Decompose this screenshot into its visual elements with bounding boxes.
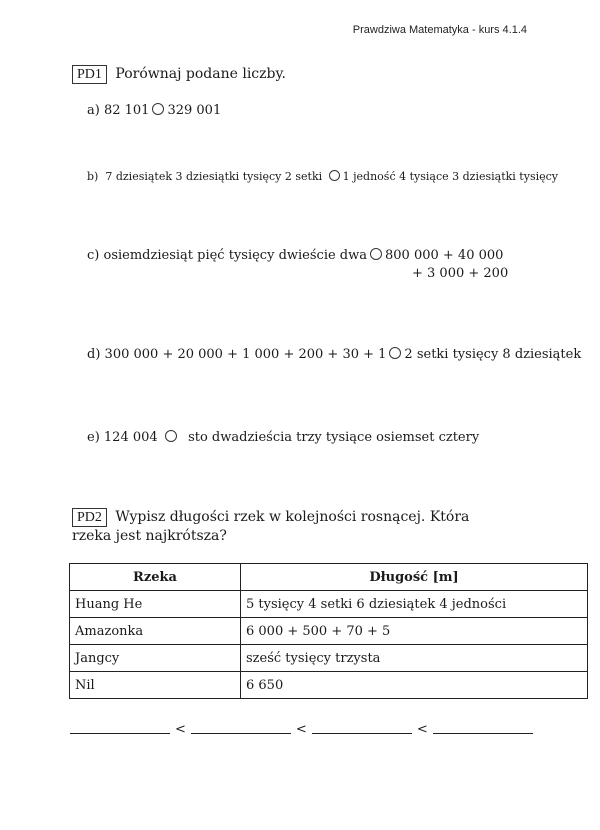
less-than-sign: < (175, 722, 186, 737)
answer-blank[interactable] (433, 722, 533, 734)
river-length: 6 000 + 500 + 70 + 5 (241, 618, 588, 645)
right-value: 2 setki tysięcy 8 dziesiątek (404, 347, 582, 362)
item-label: b) (87, 170, 99, 183)
item-label: e) (87, 430, 100, 445)
river-length: 5 tysięcy 4 setki 6 dziesiątek 4 jedności (241, 591, 588, 618)
table-row (70, 645, 588, 672)
exercise-c (87, 248, 503, 263)
item-label: a) (87, 103, 100, 118)
table-row (70, 591, 588, 618)
answer-blank[interactable] (70, 722, 170, 734)
river-name: Nil (70, 672, 241, 699)
item-label: d) (87, 347, 101, 362)
item-label: c) (87, 248, 100, 263)
exercise-c-continuation: + 3 000 + 200 (412, 266, 509, 281)
right-value: 1 jedność 4 tysiące 3 dziesiątki tysięcy (342, 170, 558, 183)
exercise-a (87, 103, 221, 118)
column-header-river: Rzeka (70, 564, 241, 591)
river-length: 6 650 (241, 672, 588, 699)
task-pd1-title (72, 65, 286, 84)
left-value: 82 101 (103, 103, 150, 118)
task-tag: PD1 (72, 65, 107, 84)
river-name: Amazonka (70, 618, 241, 645)
exercise-d (87, 347, 581, 362)
answer-blank[interactable] (312, 722, 412, 734)
rivers-table (69, 563, 588, 699)
right-value: 329 001 (167, 103, 222, 118)
comparison-circle[interactable] (152, 103, 164, 115)
table-row (70, 618, 588, 645)
left-value: osiemdziesiąt pięć tysięcy dwieście dwa (103, 248, 368, 263)
table-row (70, 672, 588, 699)
comparison-circle[interactable] (329, 170, 340, 181)
river-name: Jangcy (70, 645, 241, 672)
comparison-circle[interactable] (165, 430, 177, 442)
left-value: 300 000 + 20 000 + 1 000 + 200 + 30 + 1 (104, 347, 387, 362)
page-header: Prawdziwa Matematyka - kurs 4.1.4 (352, 24, 527, 36)
river-name: Huang He (70, 591, 241, 618)
answer-blank[interactable] (191, 722, 291, 734)
task-instruction: Wypisz długości rzek w kolejności rosnącej. Która rzeka jest najkrótsza? (72, 509, 470, 544)
task-instruction: Porównaj podane liczby. (115, 66, 286, 82)
task-pd2-title (72, 508, 502, 545)
table-header-row (70, 564, 588, 591)
left-value: 124 004 (103, 430, 158, 445)
task-tag: PD2 (72, 508, 107, 527)
less-than-sign: < (416, 722, 428, 737)
less-than-sign: < (295, 722, 307, 737)
exercise-e (87, 430, 479, 445)
right-value: 800 000 + 40 000 (385, 248, 504, 263)
answer-line (70, 722, 533, 737)
right-value: sto dwadzieścia trzy tysiące osiemset cztery (188, 430, 480, 445)
comparison-circle[interactable] (389, 347, 401, 359)
river-length: sześć tysięcy trzysta (241, 645, 588, 672)
column-header-length: Długość [m] (241, 564, 588, 591)
left-value: 7 dziesiątek 3 dziesiątki tysięcy 2 setki (105, 170, 323, 183)
comparison-circle[interactable] (370, 248, 382, 260)
exercise-b (87, 170, 558, 183)
